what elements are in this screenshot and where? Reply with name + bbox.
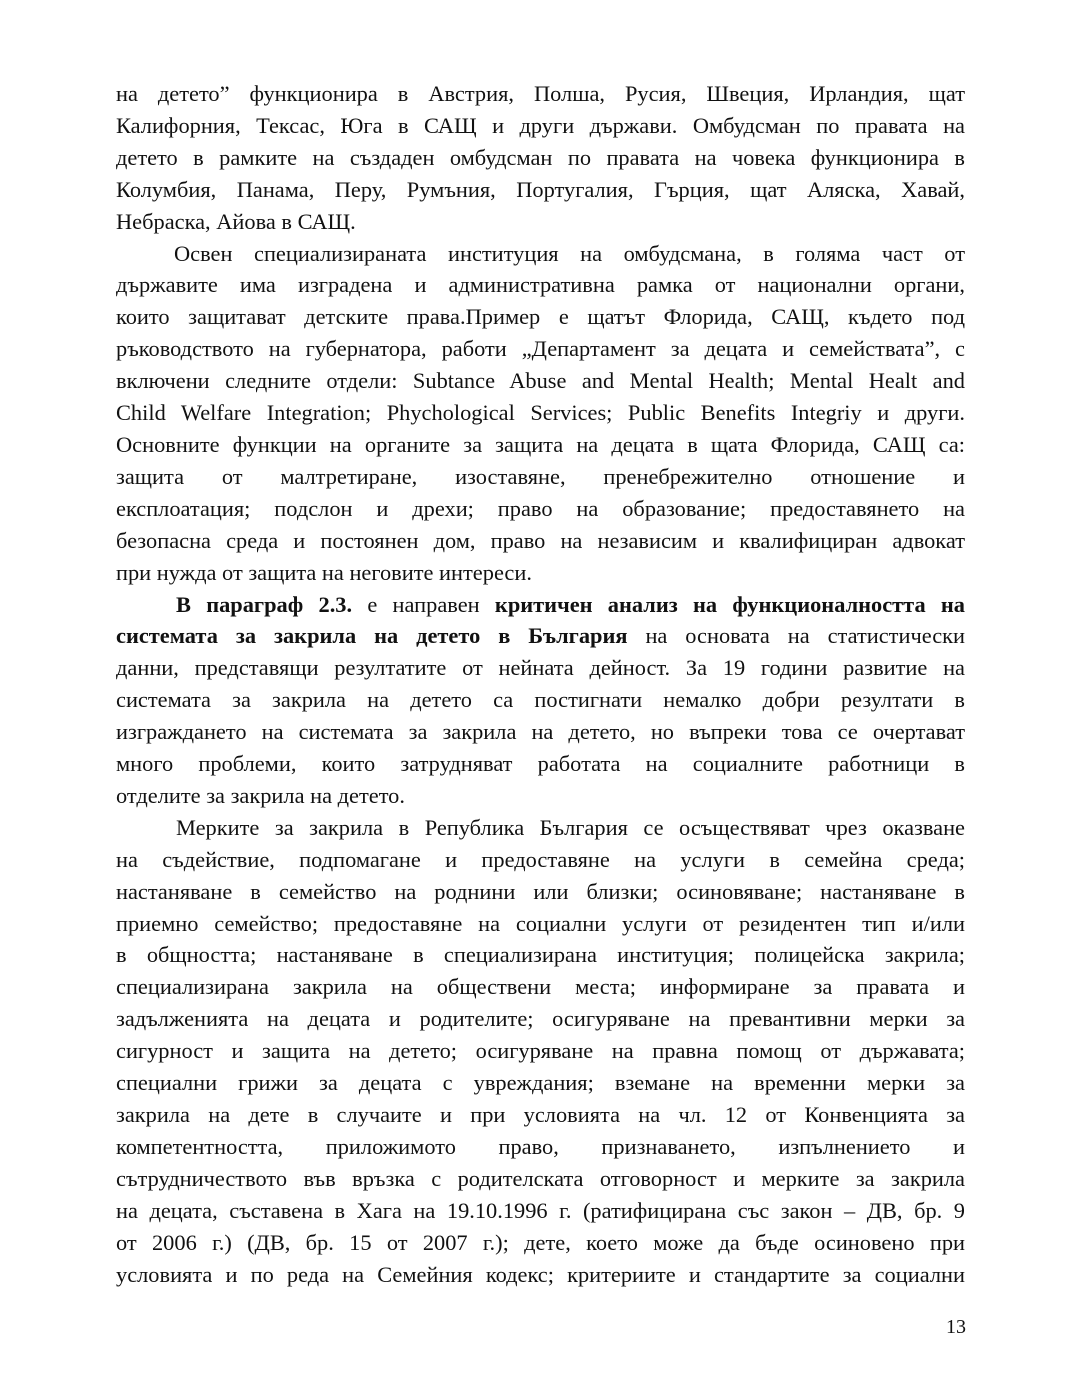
text-fragment: е направен bbox=[352, 591, 495, 617]
paragraph-ombudsman-countries bbox=[116, 78, 965, 238]
text-line: Колумбия, Панама, Перу, Румъния, Португалия, Гърция, щат Аляска, Хавай, bbox=[116, 176, 965, 202]
text-line: данни, представящи резултатите от нейната дейност. За 19 години развитие на bbox=[116, 655, 965, 681]
text-line: Основните функции на органите за защита на децата в щата Флорида, САЩ са: bbox=[116, 431, 965, 457]
text-line: Child Welfare Integration; Phychological Services; Public Benefits Integriy и други. bbox=[116, 400, 965, 426]
text-line: на детето” функционира в Австрия, Полша, Русия, Швеция, Ирландия, щат bbox=[116, 81, 965, 106]
text-line: условията и по реда на Семейния кодекс; критериите и стандартите за социални bbox=[116, 1261, 965, 1287]
text-line: настаняване в семейство на роднини или близки; осиновяване; настаняване в bbox=[116, 878, 965, 904]
text-line: детето в рамките на създаден омбудсман по правата на човека функционира в bbox=[116, 144, 965, 170]
text-line: които защитават детските права.Пример е щатът Флорида, САЩ, където под bbox=[116, 304, 965, 330]
text-line: безопасна среда и постоянен дом, право на независим и квалифициран адвокат bbox=[116, 527, 965, 553]
text-line: на съдействие, подпомагане и предоставяне на услуги в семейна среда; bbox=[116, 846, 965, 872]
text-line: задълженията на децата и родителите; осигуряване на превантивни мерки за bbox=[116, 1006, 965, 1032]
text-line: сигурност и защита на детето; осигуряване на правна помощ от държавата; bbox=[116, 1038, 965, 1064]
text-line: в общността; настаняване в специализирана институция; полицейска закрила; bbox=[116, 942, 965, 968]
text-line: от 2006 г.) (ДВ, бр. 15 от 2007 г.); дете, което може да бъде осиновено при bbox=[116, 1229, 965, 1255]
text-line: системата за закрила на детето са постигнати немалко добри резултати в bbox=[116, 687, 965, 713]
paragraph-florida-example bbox=[116, 238, 965, 589]
text-line: включени следните отдели: Subtance Abuse and Mental Health; Mental Healt and bbox=[116, 368, 965, 394]
text-line: Освен специализираната институция на омбудсмана, в голяма част от bbox=[174, 240, 965, 266]
text-line: експлоатация; подслон и дрехи; право на образование; предоставянето на bbox=[116, 495, 965, 521]
text-line: държавите има изградена и административна рамка от национални органи, bbox=[116, 272, 965, 298]
bold-system-phrase: системата за закрила на детето в България bbox=[116, 623, 628, 649]
text-line: сътрудничеството във връзка с родителската отговорност и мерките за закрила bbox=[116, 1165, 965, 1191]
bold-section-reference: В параграф 2.3. bbox=[176, 591, 353, 617]
text-line: закрила на дете в случаите и при условията на чл. 12 от Конвенцията за bbox=[116, 1102, 965, 1127]
text-line: при нужда от защита на неговите интереси. bbox=[116, 559, 532, 585]
text-line: изграждането на системата за закрила на детето, но въпреки това се очертават bbox=[116, 719, 965, 745]
text-line bbox=[116, 620, 965, 652]
text-line: защита от малтретиране, изоставяне, пренебрежително отношение и bbox=[116, 463, 965, 489]
text-line: специални грижи за децата с увреждания; вземане на временни мерки за bbox=[116, 1070, 965, 1096]
text-line: Небраска, Айова в САЩ. bbox=[116, 208, 356, 234]
text-line: Калифорния, Тексас, Юга в САЩ и други държави. Омбудсман по правата на bbox=[116, 112, 965, 138]
text-line bbox=[116, 589, 965, 621]
document-page bbox=[116, 78, 965, 1290]
bold-analysis-phrase: критичен анализ на функционалността на bbox=[494, 591, 965, 617]
text-line: компетентността, приложимото право, признаването, изпълнението и bbox=[116, 1133, 965, 1159]
text-line: на децата, съставена в Хага на 19.10.1996 г. (ратифицирана със закон – ДВ, бр. 9 bbox=[116, 1197, 965, 1223]
text-line: специализирана закрила на обществени места; информиране за правата и bbox=[116, 974, 965, 1000]
text-line: отделите за закрила на детето. bbox=[116, 782, 405, 808]
text-line: ръководството на губернатора, работи „Департамент за децата и семействата”, с bbox=[116, 336, 965, 362]
text-line: много проблеми, които затрудняват работата на социалните работници в bbox=[116, 751, 965, 777]
paragraph-section-2-3 bbox=[116, 589, 965, 812]
paragraph-protection-measures bbox=[116, 812, 965, 1291]
text-line: приемно семейство; предоставяне на социални услуги от резидентен тип и/или bbox=[116, 910, 965, 936]
page-number: 13 bbox=[946, 1316, 966, 1338]
text-fragment: на основата на статистически bbox=[627, 623, 965, 649]
text-line: Мерките за закрила в Република България се осъществяват чрез оказване bbox=[176, 814, 965, 840]
